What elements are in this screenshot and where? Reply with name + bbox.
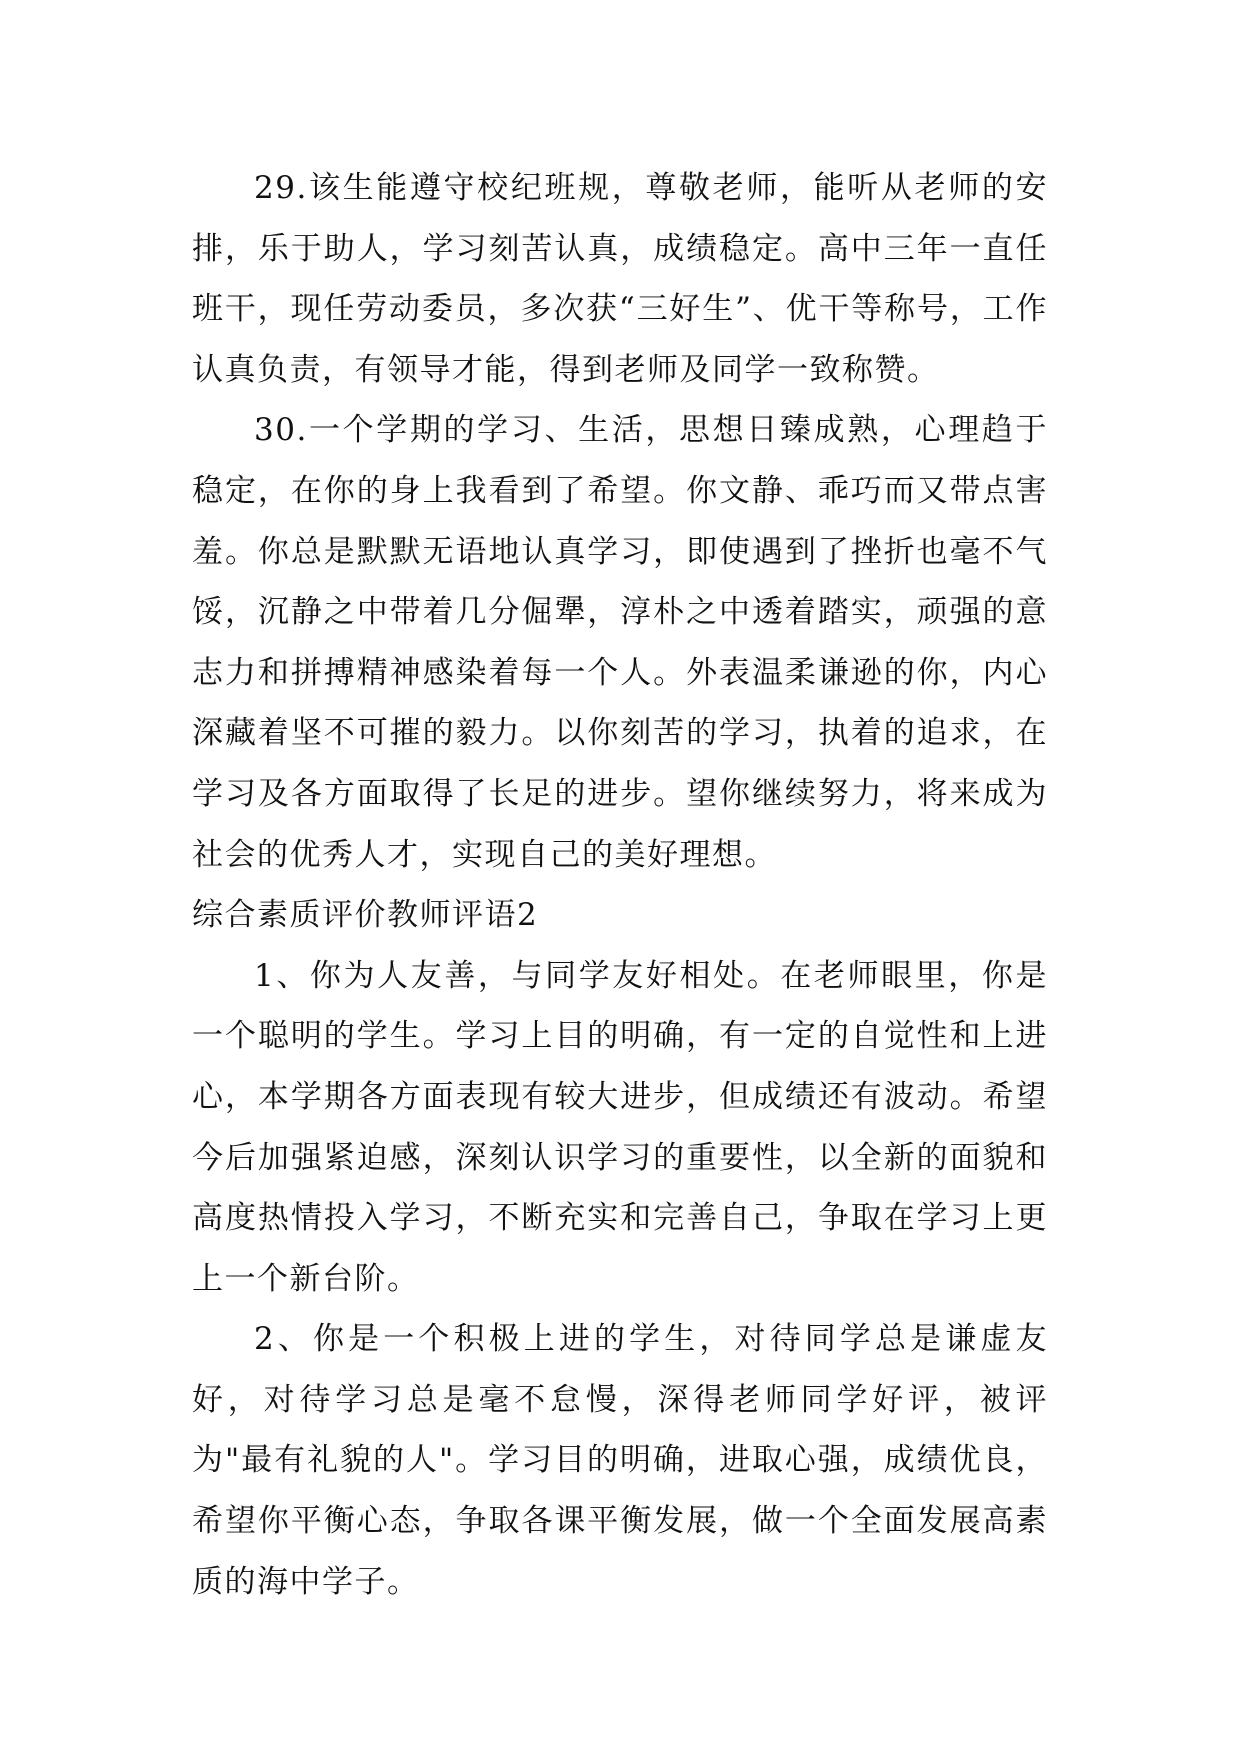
section-heading: 综合素质评价教师评语2 [192,897,539,934]
comment-paragraph-1: 1、你为人友善，与同学友好相处。在老师眼里，你是一个聪明的学生。学习上目的明确，有一定的自觉性和上进心，本学期各方面表现有较大进步，但成绩还有波动。希望今后加强紧迫感，深刻认识学习的重要性，以全新的面貌和高度热情投入学习，不断充实和完善自己，争取在学习上更上一个新台阶。 [192,957,1048,1297]
comment-paragraph-30: 30.一个学期的学习、生活，思想日臻成熟，心理趋于稳定，在你的身上我看到了希望。你文静、乖巧而又带点害羞。你总是默默无语地认真学习，即使遇到了挫折也毫不气馁，沉静之中带着几分倔犟，淳朴之中透着踏实，顽强的意志力和拼搏精神感染着每一个人。外表温柔谦逊的你，内心深藏着坚不可摧的毅力。以你刻苦的学习，执着的追求，在学习及各方面取得了长足的进步。望你继续努力，将来成为社会的优秀人才，实现自己的美好理想。 [192,412,1048,873]
comment-paragraph-29: 29.该生能遵守校纪班规，尊敬老师，能听从老师的安排，乐于助人，学习刻苦认真，成绩稳定。高中三年一直任班干，现任劳动委员，多次获“三好生”、优干等称号，工作认真负责，有领导才能，得到老师及同学一致称赞。 [192,170,1048,388]
comment-paragraph-2: 2、你是一个积极上进的学生，对待同学总是谦虚友好，对待学习总是毫不怠慢，深得老师同学好评，被评为"最有礼貌的人"。学习目的明确，进取心强，成绩优良，希望你平衡心态，争取各课平衡发展，做一个全面发展高素质的海中学子。 [192,1321,1048,1600]
document-body [192,158,1048,1612]
